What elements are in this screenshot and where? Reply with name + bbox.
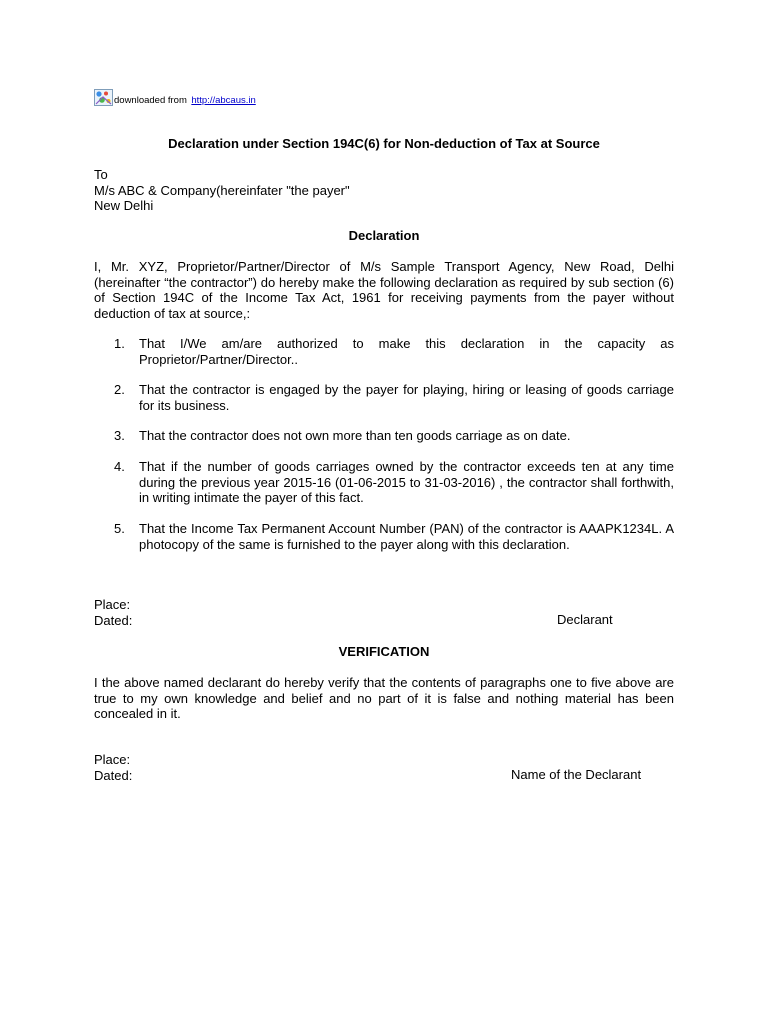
- item-number: 5.: [114, 521, 125, 536]
- dated-label: Dated:: [94, 612, 133, 628]
- address-payer: M/s ABC & Company(hereinfater "the payer": [94, 182, 350, 198]
- item-text: That the Income Tax Permanent Account Number (PAN) of the contractor is AAAPK1234L. A photocopy of the same is furnished to the payer along with this declaration.: [139, 521, 674, 552]
- list-item: [114, 428, 674, 444]
- address-to: To: [94, 167, 108, 182]
- declarant-name-label: Name of the Declarant: [511, 767, 642, 782]
- logo-icon: [94, 89, 113, 106]
- verification-paragraph: I the above named declarant do hereby verify that the contents of paragraphs one to five above are true to my own knowledge and belief and no part of it is false and nothing material has been concealed in it.: [94, 675, 674, 721]
- list-item: [114, 521, 674, 552]
- item-text: That I/We am/are authorized to make this declaration in the capacity as Proprietor/Partner/Director..: [139, 336, 674, 367]
- place-label: Place:: [94, 752, 131, 767]
- address-block: [94, 167, 350, 214]
- dated-label: Dated:: [94, 767, 133, 783]
- source-line: [94, 88, 256, 106]
- declaration-heading: Declaration: [348, 228, 420, 243]
- document-title: Declaration under Section 194C(6) for Non-deduction of Tax at Source: [168, 136, 600, 151]
- item-number: 2.: [114, 382, 125, 397]
- item-number: 1.: [114, 336, 125, 351]
- declarant-label: Declarant: [557, 612, 613, 627]
- list-item: [114, 459, 674, 506]
- list-item: [114, 382, 674, 413]
- address-city: New Delhi: [94, 198, 154, 213]
- place-label: Place:: [94, 597, 131, 612]
- item-number: 3.: [114, 428, 125, 443]
- item-text: That the contractor does not own more than ten goods carriage as on date.: [139, 428, 571, 443]
- signature-block: [94, 597, 132, 628]
- intro-paragraph: I, Mr. XYZ, Proprietor/Partner/Director of M/s Sample Transport Agency, New Road, Delhi (hereinafter “the contractor”) do hereby make the following declaration as required by sub section (6) of Section 194C of the Income Tax Act, 1961 for receiving payments from the payer without deduction of tax at source,:: [94, 259, 674, 321]
- source-link[interactable]: http://abcaus.in: [191, 95, 256, 106]
- item-text: That if the number of goods carriages owned by the contractor exceeds ten at any time during the previous year 2015-16 (01-06-2015 to 31-03-2016) , the contractor shall forthwith, in writing intimate the payer of this fact.: [139, 459, 674, 505]
- verification-signature-block: [94, 752, 132, 783]
- item-text: That the contractor is engaged by the payer for playing, hiring or leasing of goods carriage for its business.: [139, 382, 674, 413]
- item-number: 4.: [114, 459, 125, 474]
- verification-heading: VERIFICATION: [338, 644, 430, 659]
- list-item: [114, 336, 674, 367]
- source-prefix: downloaded from: [114, 95, 187, 106]
